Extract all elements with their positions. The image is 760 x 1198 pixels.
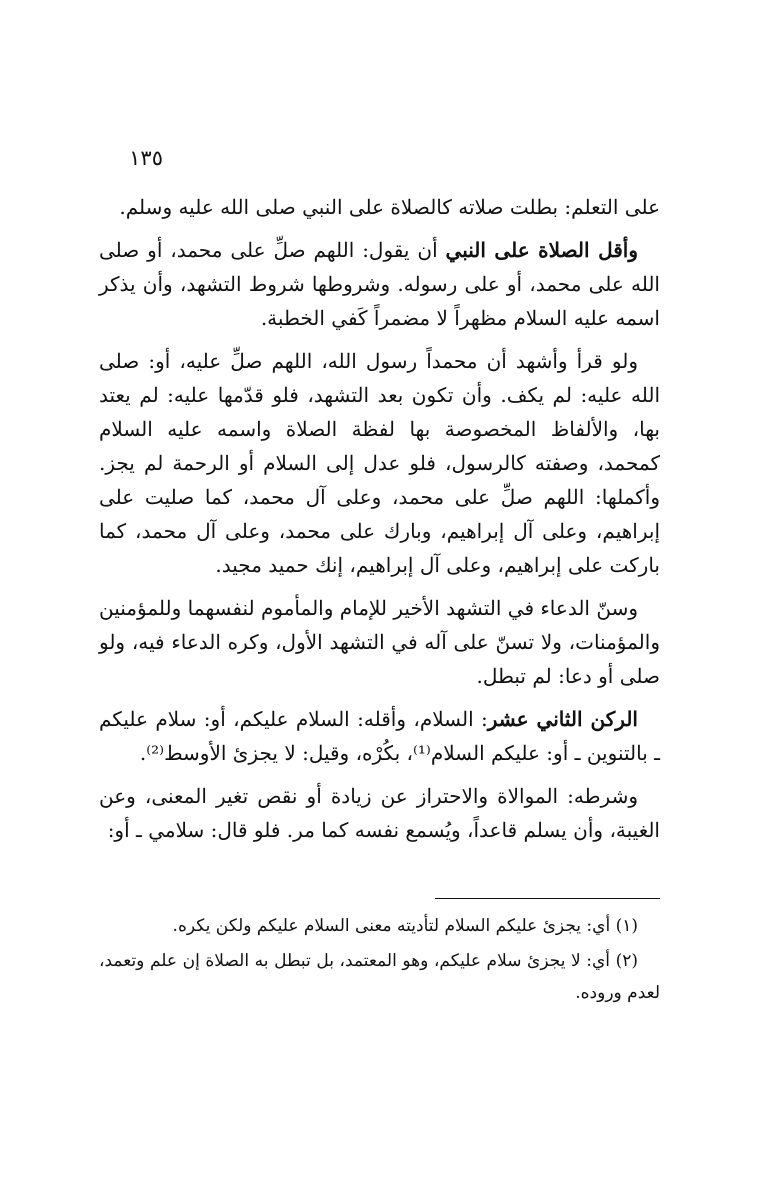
paragraph-salat-on-prophet [99, 233, 660, 335]
main-text-block [99, 190, 660, 856]
paragraph-heading: وأقل الصلاة على النبي [445, 238, 638, 262]
footnote-text: (٢) أي: لا يجزئ سلام عليكم، وهو المعتمد، بل تبطل به الصلاة إن علم وتعمد، لعدم وروده. [99, 951, 660, 1003]
paragraph-text: وشرطه: الموالاة والاحتراز عن زيادة أو نقص تغير المعنى، وعن الغيبة، وأن يسلم قاعداً، ويُسمع نفسه كما مر. فلو قال: سلامي ـ أو: [99, 784, 660, 842]
paragraph-wording-conditions [99, 344, 660, 582]
paragraph-salam-conditions [99, 779, 660, 847]
footnote [99, 945, 660, 1009]
footnotes-block [99, 910, 660, 1012]
footnote [99, 910, 660, 942]
paragraph-text: على التعلم: بطلت صلاته كالصلاة على النبي صلى الله عليه وسلم. [119, 195, 660, 219]
paragraph-dua [99, 591, 660, 693]
paragraph-text: أن يقول: اللهم صلِّ على محمد، أو صلى الله على محمد، أو على رسوله. وشروطها شروط التشهد، وأن يذكر اسمه عليه السلام مظهراً لا مضمراً كَفي الخطبة. [99, 238, 660, 330]
paragraph-text: وسنّ الدعاء في التشهد الأخير للإمام والمأموم لنفسهما وللمؤمنين والمؤمنات، ولا تسنّ على آله في التشهد الأول، وكره الدعاء فيه، ولو صلى أو دعا: لم تبطل. [99, 596, 660, 688]
footnote-text: (١) أي: يجزئ عليكم السلام لتأديته معنى السلام عليكم ولكن يكره. [172, 916, 638, 936]
page-number: ١٣٥ [129, 146, 163, 170]
paragraph-text: : السلام، وأقله: السلام عليكم، أو: سلام عليكم ـ بالتنوين ـ أو: عليكم السلام⁽¹⁾، بكُرْه، وقيل: لا يجزئ الأوسط⁽²⁾. [99, 707, 660, 765]
footnote-separator [435, 898, 660, 899]
paragraph-heading: الركن الثاني عشر [487, 707, 638, 731]
paragraph-continuation [99, 190, 660, 224]
paragraph-text: ولو قرأ وأشهد أن محمداً رسول الله، اللهم صلِّ عليه، أو: صلى الله عليه: لم يكف. وأن تكون بعد التشهد، فلو قدّمها عليه: لم يعتد بها، والألفاظ المخصوصة بها لفظة الصلاة واسمه عليه السلام كمحمد، وصفته كالرسول، فلو عدل إلى السلام أو الرحمة لم يجز. وأكملها: اللهم صلِّ على محمد، وعلى آل محمد، كما صليت على إبراهيم، وعلى آل إبراهيم، وبارك على محمد، وعلى آل محمد، كما باركت على إبراهيم، وعلى آل إبراهيم، إنك حميد مجيد. [99, 349, 660, 577]
paragraph-salam-pillar [99, 702, 660, 770]
